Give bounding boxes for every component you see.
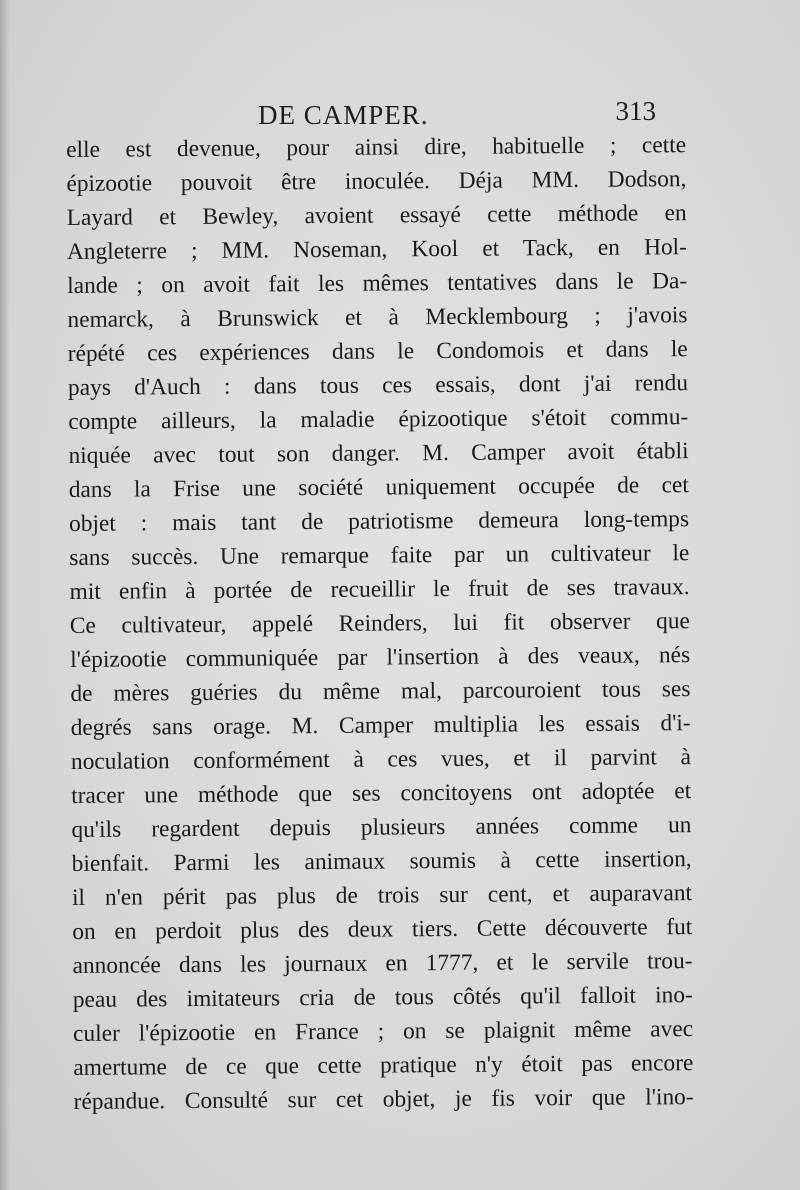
text-line: épizootie pouvoit être inoculée. Déja MM. Dodson,: [66, 166, 687, 197]
page-number: 313: [615, 96, 656, 126]
text-line: dans la Frise une société uniquement occupée de cet: [68, 472, 689, 503]
text-line: objet : mais tant de patriotisme demeura long-temps: [68, 506, 690, 537]
text-line: lande ; on avoit fait les mêmes tentatives dans le Da-: [67, 268, 688, 299]
text-line: sans succès. Une remarque faite par un cultivateur le: [69, 540, 690, 571]
text-line: annoncée dans les journaux en 1777, et le servile trou-: [72, 948, 693, 979]
text-line: bienfait. Parmi les animaux soumis à cette insertion,: [71, 846, 692, 877]
text-line: niquée avec tout son danger. M. Camper avoit établi: [68, 438, 689, 469]
text-line: nemarck, à Brunswick et à Mecklembourg ; j'avois: [67, 302, 688, 333]
text-line: on en perdoit plus des deux tiers. Cette découverte fut: [72, 914, 693, 945]
text-line: mit enfin à portée de recueillir le fruit de ses travaux.: [69, 574, 690, 605]
text-line: répété ces expériences dans le Condomois et dans le: [67, 336, 688, 367]
text-line: il n'en périt pas plus de trois sur cent, et auparavant: [71, 880, 693, 911]
text-line: Ce cultivateur, appelé Reinders, lui fit observer que: [69, 608, 690, 639]
text-line: compte ailleurs, la maladie épizootique s'étoit commu-: [68, 404, 689, 435]
page-edge-shadow: [0, 0, 10, 1190]
text-line: répandue. Consulté sur cet objet, je fis voir que l'ino-: [73, 1084, 694, 1115]
body-text: [66, 128, 694, 1119]
text-line: elle est devenue, pour ainsi dire, habituelle ; cette: [66, 132, 687, 163]
text-line: pays d'Auch : dans tous ces essais, dont j'ai rendu: [67, 370, 689, 401]
text-line: Angleterre ; MM. Noseman, Kool et Tack, en Hol-: [66, 234, 688, 265]
text-line: Layard et Bewley, avoient essayé cette méthode en: [66, 200, 687, 231]
text-line: degrés sans orage. M. Camper multiplia les essais d'i-: [70, 710, 691, 741]
text-line: amertume de ce que cette pratique n'y étoit pas encore: [73, 1050, 694, 1081]
text-line: qu'ils regardent depuis plusieurs années comme un: [71, 812, 692, 843]
running-title: DE CAMPER.: [258, 100, 429, 130]
text-line: tracer une méthode que ses concitoyens ont adoptée et: [71, 778, 692, 809]
text-line: de mères guéries du même mal, parcouroient tous ses: [70, 676, 691, 707]
text-line: peau des imitateurs cria de tous côtés qu'il falloit ino-: [72, 982, 693, 1013]
text-line: noculation conformément à ces vues, et il parvint à: [70, 744, 692, 775]
text-line: l'épizootie communiquée par l'insertion à des veaux, nés: [70, 642, 691, 673]
text-line: culer l'épizootie en France ; on se plaignit même avec: [72, 1016, 694, 1047]
